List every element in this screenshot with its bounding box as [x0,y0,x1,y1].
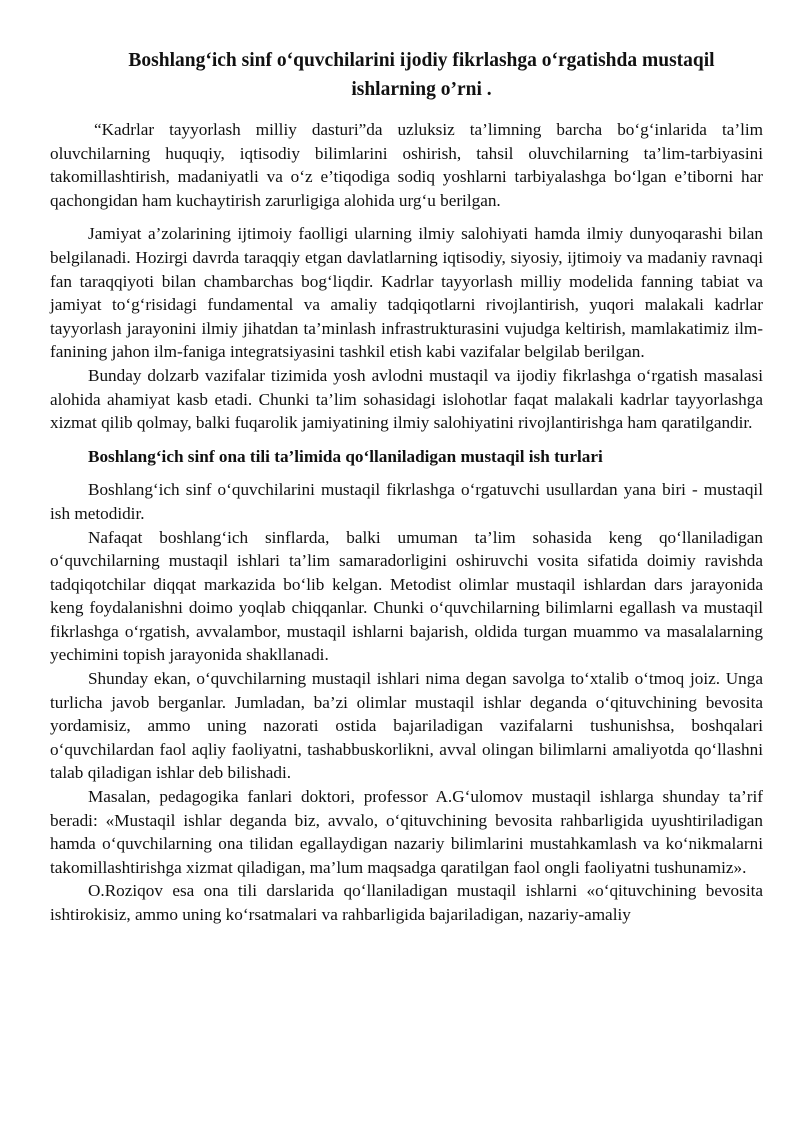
paragraph-intro-3: Bunday dolzarb vazifalar tizimida yosh avlodni mustaqil va ijodiy fikrlashga o‘rgatish masalasi alohida ahamiyat kasb etadi. Chunki ta’lim sohasidagi islohotlar faqat malakali kadrlar tayyorlashga xizmat qilib qolmay, balki fuqarolik jamiyatining ilmiy salohiyatini rivojlantirishga ham qaratilgandir. [50,365,763,433]
paragraph-intro-1: “Kadrlar tayyorlash milliy dasturi”da uzluksiz ta’limning barcha bo‘g‘inlarida ta’lim oluvchilarning huquqiy, iqtisodiy bilimlarini oshirish, tahsil oluvchilarning ta’lim-tarbiyasini takomillashtirish, madaniyatli va o‘z e’tiqodiga sodiq yoshlarni tarbiyalashga bo‘lgan e’tiborni har qachongidan ham kuchaytirish zarurligiga alohida urg‘u berilgan. [50,120,763,210]
section-heading: Boshlang‘ich sinf ona tili ta’limida qo‘llaniladigan mustaqil ish turlari [88,446,603,466]
paragraph-body-3: Shunday ekan, o‘quvchilarning mustaqil ishlari nima degan savolga to‘xtalib o‘tmoq joiz. Unga turlicha javob berganlar. Jumladan, ba’zi olimlar mustaqil ishlar deganda o‘qituvchining bevosita yordamisiz, ammo uning nazorati ostida bajariladigan vazifalarni tushunishsa, boshqalari o‘quvchilardan faol aqliy faoliyatni, tashabbuskorlikni, avval olingan bilimlarni amaliyotda qo‘llashni talab qiladigan ishlar deb bilishadi. [50,669,763,783]
document-title [50,46,763,104]
paragraph-body-2: Nafaqat boshlang‘ich sinflarda, balki umuman ta’lim sohasida keng qo‘llaniladigan o‘quvchilarning mustaqil ishlari ta’lim samaradorligini oshiruvchi vosita sifatida doimiy ravishda tadqiqotchilar diqqat markazida bo‘lib kelgan. Metodist olimlar mustaqil ishlardan dars jarayonida keng foydalanishni doimo yoqlab chiqqanlar. Chunki o‘quvchilarning bilimlarni egallash va mustaqil fikrlashga o‘rgatish, avvalambor, mustaqil ishlarni bajarish, oldida turgan muammo va masalalarning yechimini topish jarayonida shakllanadi. [50,527,763,665]
paragraph-intro-2: Jamiyat a’zolarining ijtimoiy faolligi ularning ilmiy salohiyati hamda ilmiy dunyoqarashi bilan belgilanadi. Hozirgi davrda taraqqiy etgan davlatlarning iqtisodiy, siyosiy, ijtimoiy va madaniy ravnaqi fan taraqqiyoti bilan chambarchas bog‘liqdir. Kadrlar tayyorlash milliy modelida fanning tabiat va jamiyat to‘g‘risidagi fundamental va amaliy tadqiqotlarni rivojlantirish, yuqori malakali kadrlar tayyorlash jarayonini ilmiy jihatdan ta’minlash infrastrukturasini vujudga keltirish, mamlakatimiz ilm-fanining jahon ilm-faniga integratsiyasini tashkil etish kabi vazifalar belgilab berilgan. [50,224,763,362]
paragraph-body-1: Boshlang‘ich sinf o‘quvchilarini mustaqil fikrlashga o‘rgatuvchi usullardan yana biri - mustaqil ish metodidir. [50,480,763,523]
document-page [50,46,763,927]
paragraph-body-5: O.Roziqov esa ona tili darslarida qo‘llaniladigan mustaqil ishlarni «o‘qituvchining bevosita ishtirokisiz, ammo uning ko‘rsatmalari va rahbarligida bajariladigan, nazariy-amaliy [50,881,763,924]
paragraph-body-4: Masalan, pedagogika fanlari doktori, professor A.G‘ulomov mustaqil ishlarga shunday ta’rif beradi: «Mustaqil ishlar deganda biz, avvalo, o‘qituvchining bevosita rahbarligida uyushtiriladigan hamda o‘quvchilarning ona tilidan egallaydigan nazariy bilimlarini mustahkamlash va ko‘nikmalarni takomillashtirishga xizmat qiladigan, ma’lum maqsadga qaratilgan faol ongli faoliyatni tushunamiz». [50,787,763,877]
title-line-1: Boshlang‘ich sinf o‘quvchilarini ijodiy fikrlashga o‘rgatishda mustaqil [128,50,715,71]
title-line-2: ishlarning o’rni . [351,79,492,100]
